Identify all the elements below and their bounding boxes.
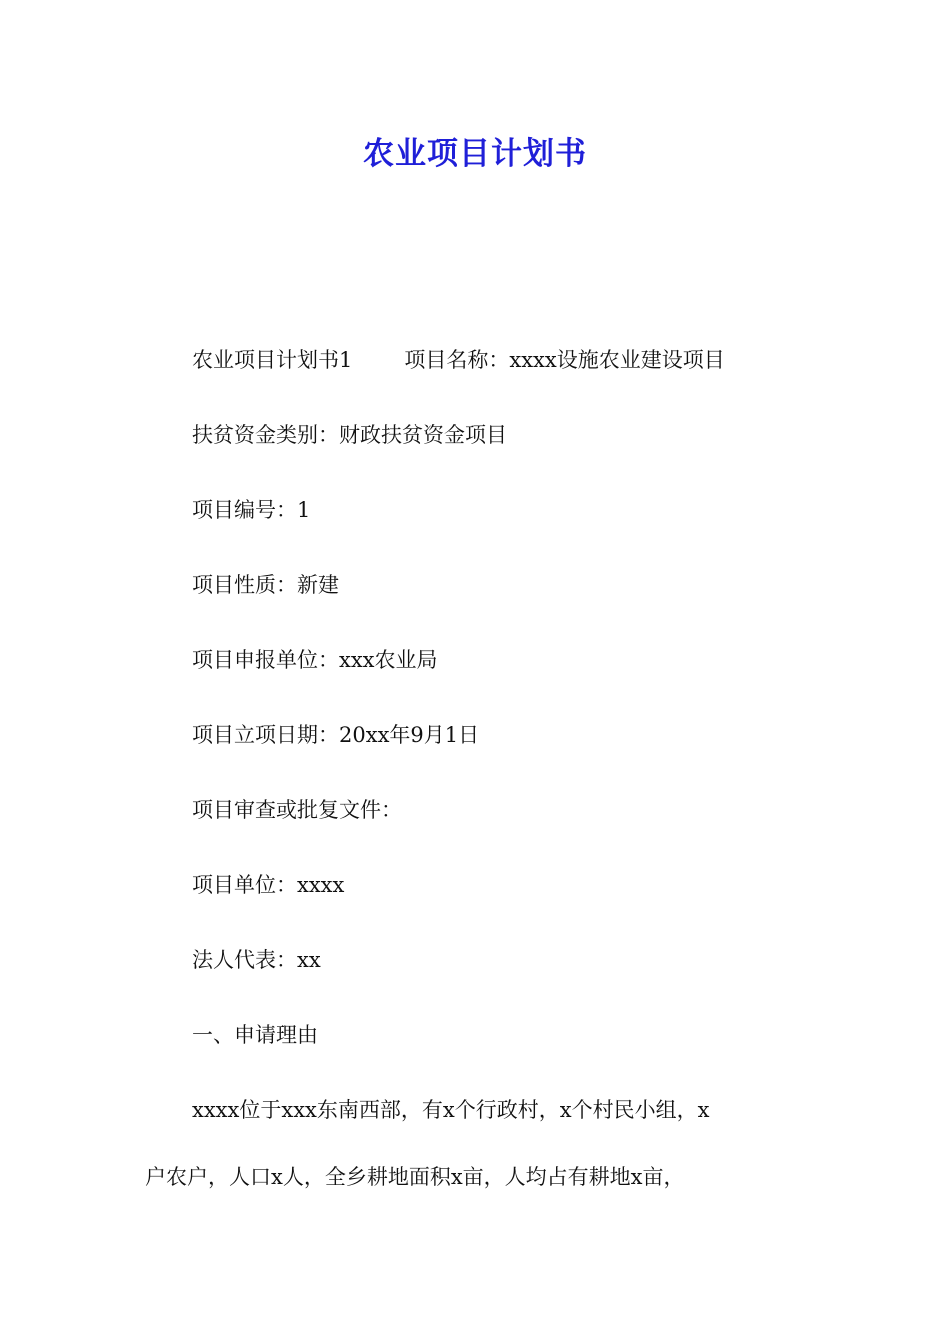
field-approval-documents: 项目审查或批复文件： — [192, 798, 402, 822]
section-heading: 一、申请理由 — [192, 1023, 318, 1047]
document-body — [145, 338, 815, 1230]
project-name-text: 项目名称：xxxx设施农业建设项目 — [404, 348, 725, 372]
field-legal-representative: 法人代表：xx — [192, 948, 321, 972]
field-funding-category: 扶贫资金类别：财政扶贫资金项目 — [192, 423, 507, 447]
field-project-number: 项目编号：1 — [192, 498, 311, 522]
paragraph-line-1: xxxx位于xxx东南西部，有x个行政村，x个村民小组，x — [192, 1098, 710, 1122]
document-title: 农业项目计划书 — [363, 136, 587, 172]
field-project-nature: 项目性质：新建 — [192, 573, 339, 597]
first-line — [145, 338, 815, 413]
plan-number-text: 农业项目计划书1 — [192, 348, 353, 372]
field-project-unit: 项目单位：xxxx — [192, 873, 345, 897]
field-approval-date: 项目立项日期：20xx年9月1日 — [192, 723, 480, 747]
field-applicant-unit: 项目申报单位：xxx农业局 — [192, 648, 438, 672]
paragraph-line-2: 户农户，人口x人，全乡耕地面积x亩，人均占有耕地x亩， — [145, 1165, 685, 1189]
